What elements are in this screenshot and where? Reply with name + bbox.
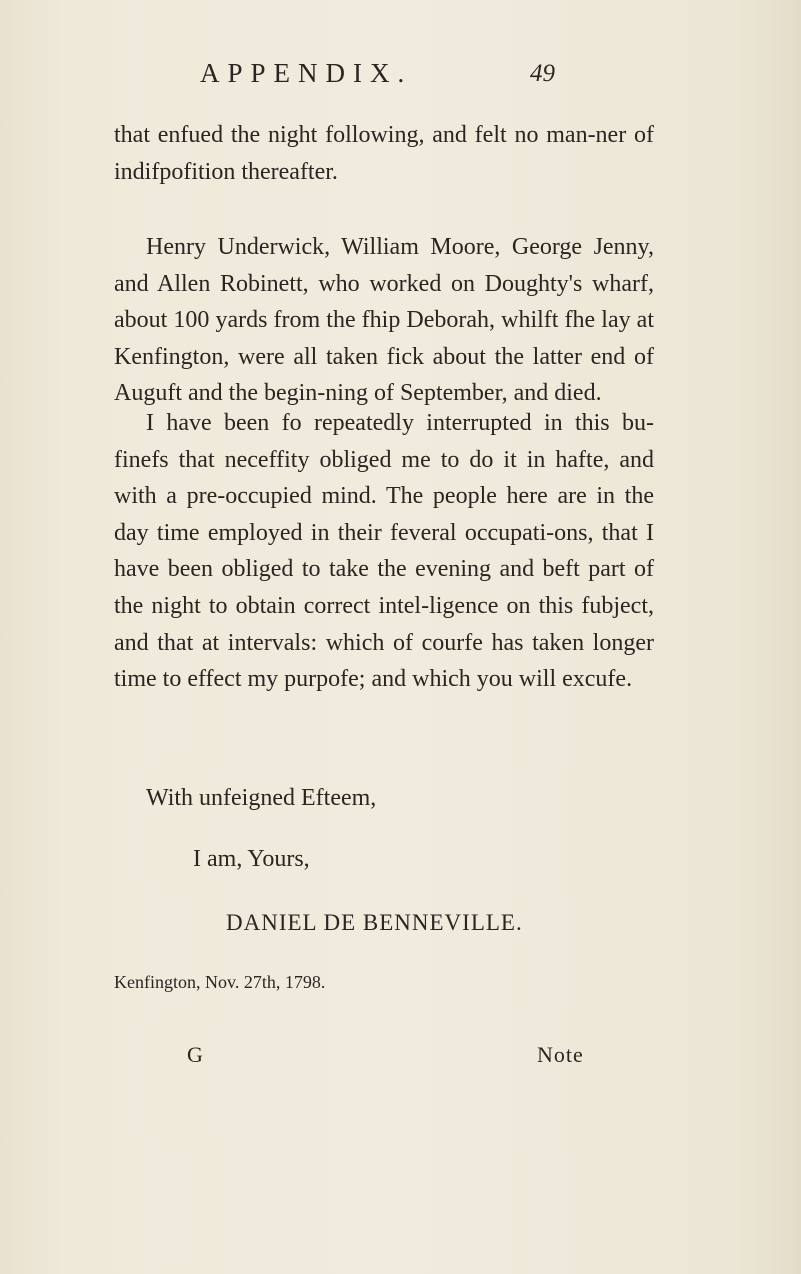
paragraph-2: Henry Underwick, William Moore, George Jenny, and Allen Robinett, who worked on Doughty's wharf, about 100 yards from the fhip Deborah, whilft fhe lay at Kenfington, were all taken fick about the latter end of Auguft and the begin-ning of September, and died. bbox=[114, 234, 654, 407]
header-title: APPENDIX. bbox=[200, 58, 413, 88]
page-number: 49 bbox=[530, 60, 555, 87]
signature: DANIEL DE BENNEVILLE. bbox=[226, 910, 523, 935]
signature-mark: G bbox=[187, 1042, 203, 1067]
paragraph-3: I have been fo repeatedly interrupted in this bu-finefs that neceffity obliged me to do it in hafte, and with a pre-occupied mind. The people here are in the day time employed in their feveral occupati-ons, that I have been obliged to take the evening and beft part of the night to obtain correct intel-ligence on this fubject, and that at intervals: which of courfe has taken longer time to effect my purpofe; and which you will excufe. bbox=[114, 410, 654, 693]
closing-yours: I am, Yours, bbox=[193, 846, 310, 872]
closing-salutation: With unfeigned Efteem, bbox=[146, 785, 377, 811]
catchword: Note bbox=[537, 1042, 584, 1067]
paragraph-1: that enfued the night following, and felt no man-ner of indifpofition thereafter. bbox=[114, 122, 654, 185]
place-date: Kenfington, Nov. 27th, 1798. bbox=[114, 972, 326, 992]
